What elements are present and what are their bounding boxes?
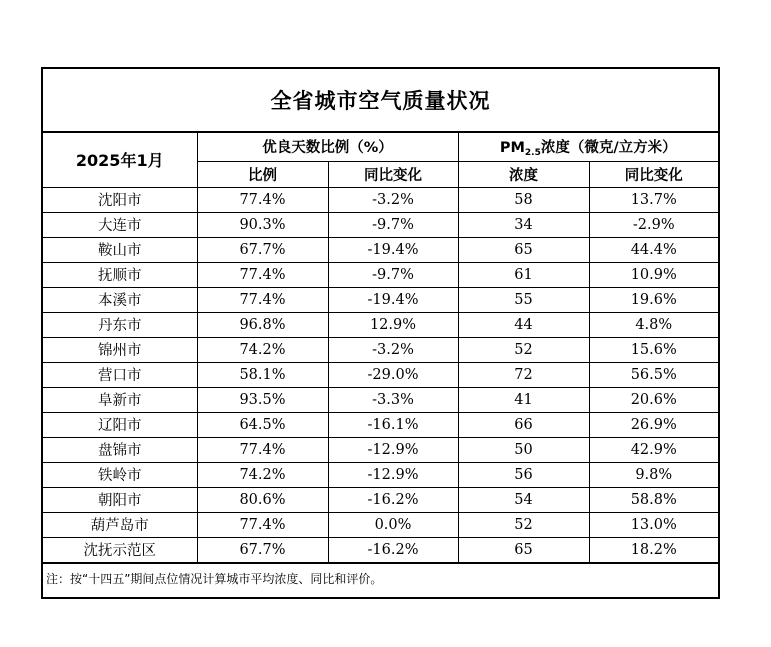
cell-conc: 52 [458, 512, 589, 537]
cell-city: 沈阳市 [43, 187, 197, 212]
table-row [43, 187, 718, 212]
cell-ratio: 74.2% [197, 337, 328, 362]
cell-ratio-change: -29.0% [328, 362, 458, 387]
cell-ratio-change: -12.9% [328, 437, 458, 462]
air-quality-table [43, 133, 718, 563]
conc-change-header: 同比变化 [589, 161, 718, 187]
pm-prefix: PM [499, 139, 525, 156]
cell-ratio-change: -19.4% [328, 287, 458, 312]
table-row [43, 287, 718, 312]
cell-ratio: 67.7% [197, 537, 328, 562]
cell-ratio: 74.2% [197, 462, 328, 487]
cell-city: 本溪市 [43, 287, 197, 312]
table-row [43, 537, 718, 562]
cell-conc-change: 44.4% [589, 237, 718, 262]
table-row [43, 262, 718, 287]
ratio-header: 比例 [197, 161, 328, 187]
cell-city: 大连市 [43, 212, 197, 237]
cell-city: 辽阳市 [43, 412, 197, 437]
cell-ratio-change: -19.4% [328, 237, 458, 262]
table-row [43, 512, 718, 537]
cell-city: 鞍山市 [43, 237, 197, 262]
table-row [43, 337, 718, 362]
table-row [43, 437, 718, 462]
table-row [43, 487, 718, 512]
cell-conc: 66 [458, 412, 589, 437]
cell-conc: 55 [458, 287, 589, 312]
cell-ratio-change: -16.2% [328, 487, 458, 512]
cell-ratio: 58.1% [197, 362, 328, 387]
ratio-change-header: 同比变化 [328, 161, 458, 187]
cell-conc: 58 [458, 187, 589, 212]
cell-ratio: 80.6% [197, 487, 328, 512]
cell-city: 营口市 [43, 362, 197, 387]
cell-city: 抚顺市 [43, 262, 197, 287]
cell-city: 铁岭市 [43, 462, 197, 487]
cell-city: 锦州市 [43, 337, 197, 362]
cell-conc-change: 13.7% [589, 187, 718, 212]
cell-conc: 52 [458, 337, 589, 362]
cell-ratio-change: -16.1% [328, 412, 458, 437]
table-body [43, 187, 718, 562]
cell-conc: 72 [458, 362, 589, 387]
cell-ratio: 67.7% [197, 237, 328, 262]
cell-ratio: 93.5% [197, 387, 328, 412]
cell-conc-change: 42.9% [589, 437, 718, 462]
table-title: 全省城市空气质量状况 [43, 69, 718, 133]
conc-header: 浓度 [458, 161, 589, 187]
cell-conc: 34 [458, 212, 589, 237]
table-row [43, 387, 718, 412]
cell-ratio-change: -3.2% [328, 337, 458, 362]
cell-conc: 50 [458, 437, 589, 462]
cell-conc: 56 [458, 462, 589, 487]
cell-ratio-change: 0.0% [328, 512, 458, 537]
period-header: 2025年1月 [43, 133, 197, 187]
cell-conc: 65 [458, 237, 589, 262]
cell-ratio: 90.3% [197, 212, 328, 237]
cell-ratio-change: -9.7% [328, 262, 458, 287]
cell-conc: 44 [458, 312, 589, 337]
pm-suffix: 浓度（微克/立方米） [540, 139, 677, 156]
cell-ratio-change: -3.3% [328, 387, 458, 412]
cell-conc-change: 4.8% [589, 312, 718, 337]
cell-conc-change: -2.9% [589, 212, 718, 237]
cell-ratio-change: -9.7% [328, 212, 458, 237]
cell-conc-change: 56.5% [589, 362, 718, 387]
cell-conc: 65 [458, 537, 589, 562]
cell-conc: 61 [458, 262, 589, 287]
cell-ratio: 77.4% [197, 512, 328, 537]
table-row [43, 362, 718, 387]
cell-ratio: 64.5% [197, 412, 328, 437]
cell-conc-change: 18.2% [589, 537, 718, 562]
cell-conc-change: 15.6% [589, 337, 718, 362]
cell-city: 葫芦岛市 [43, 512, 197, 537]
cell-ratio: 96.8% [197, 312, 328, 337]
air-quality-table-frame [41, 67, 720, 599]
cell-city: 沈抚示范区 [43, 537, 197, 562]
cell-ratio-change: -12.9% [328, 462, 458, 487]
cell-ratio: 77.4% [197, 287, 328, 312]
cell-conc: 41 [458, 387, 589, 412]
cell-conc-change: 13.0% [589, 512, 718, 537]
cell-conc-change: 9.8% [589, 462, 718, 487]
cell-ratio-change: -16.2% [328, 537, 458, 562]
good-days-group-header: 优良天数比例（%） [197, 133, 458, 161]
table-row [43, 312, 718, 337]
table-row [43, 462, 718, 487]
cell-ratio: 77.4% [197, 437, 328, 462]
table-row [43, 212, 718, 237]
cell-ratio-change: 12.9% [328, 312, 458, 337]
cell-ratio-change: -3.2% [328, 187, 458, 212]
cell-conc-change: 58.8% [589, 487, 718, 512]
cell-conc-change: 10.9% [589, 262, 718, 287]
cell-city: 阜新市 [43, 387, 197, 412]
cell-ratio: 77.4% [197, 262, 328, 287]
cell-city: 丹东市 [43, 312, 197, 337]
cell-conc-change: 19.6% [589, 287, 718, 312]
cell-ratio: 77.4% [197, 187, 328, 212]
table-row [43, 237, 718, 262]
cell-conc: 54 [458, 487, 589, 512]
cell-conc-change: 20.6% [589, 387, 718, 412]
pm25-group-header [458, 133, 718, 161]
cell-conc-change: 26.9% [589, 412, 718, 437]
table-row [43, 412, 718, 437]
pm-subscript: 2.5 [524, 147, 541, 158]
cell-city: 盘锦市 [43, 437, 197, 462]
footnote: 注：按“十四五”期间点位情况计算城市平均浓度、同比和评价。 [43, 563, 718, 594]
cell-city: 朝阳市 [43, 487, 197, 512]
